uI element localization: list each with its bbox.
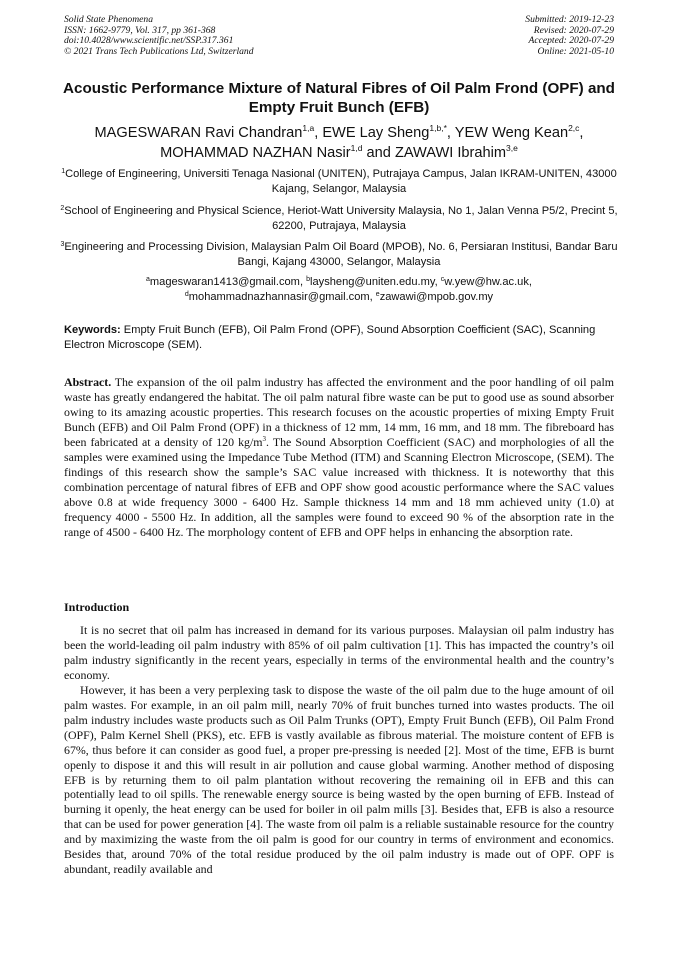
keywords-text: Empty Fruit Bunch (EFB), Oil Palm Frond (OPF), Sound Absorption Coefficient (SAC), Scanning Electron Microscope (SEM). (64, 324, 596, 351)
author-name: EWE Lay Sheng (322, 125, 430, 141)
journal-doi: doi:10.4028/www.scientific.net/SSP.317.361 (64, 35, 234, 47)
author-affiliation-mark: 1,d (350, 143, 363, 153)
abstract-label: Abstract. (64, 375, 112, 389)
author-name: YEW Weng Kean (454, 125, 569, 141)
email-link[interactable]: mohammadnazhannasir@gmail.com (188, 291, 370, 303)
author-affiliation-mark: 1,b,* (429, 123, 447, 133)
journal-issn: ISSN: 1662-9779, Vol. 317, pp 361-368 (64, 24, 216, 36)
paragraph: It is no secret that oil palm has increased in demand for its various purposes. Malaysian oil palm industry has been the world-leading oil palm industry with 85% of oil palm cultivation [1]. This has impacted the country’s oil palm industry significantly in the recent years, especially in terms of the environmental health and the country’s economy. (64, 623, 614, 682)
keywords (64, 323, 614, 353)
author-name: ZAWAWI Ibrahim (394, 145, 507, 161)
affiliation-2: $^2$School of Engineering and Physical Science, Heriot-Watt University Malaysia, No 1, Jalan Venna P5/2, Precint 5, 62200, Putrajaya, Malaysia (60, 205, 618, 232)
journal-info (64, 15, 254, 57)
author-name: MAGESWARAN Ravi Chandran (94, 125, 303, 141)
date-accepted: Accepted: 2020-07-29 (528, 35, 614, 47)
email-link[interactable]: zawawi@mpob.gov.my (379, 291, 494, 303)
journal-name: Solid State Phenomena (64, 14, 153, 25)
email-link[interactable]: laysheng@uniten.edu.my (310, 276, 435, 288)
keywords-label: Keywords: (64, 324, 121, 336)
affiliation-1: $^1$College of Engineering, Universiti Tenaga Nasional (UNITEN), Putrajaya Campus, Jalan IKRAM-UNITEN, 43000 Kajang, Selangor, Malaysia (61, 168, 617, 195)
author-emails: $^a$mageswaran1413@gmail.com, $^b$laysheng@uniten.edu.my, $^c$w.yew@hw.ac.uk, $^d$mohammadnazhannasir@gmail.com, $^e$zawawi@mpob.gov.my (146, 276, 532, 303)
date-online: Online: 2021-05-10 (537, 45, 614, 57)
journal-copyright: © 2021 Trans Tech Publications Ltd, Switzerland (64, 45, 254, 57)
abstract: Abstract. The expansion of the oil palm industry has affected the environment and the poor handling of oil palm waste has greatly endangered the habitat. The oil palm natural fibre waste can be put to good use as sound absorber owing to its amazing acoustic properties. This research focuses on the acoustic properties of mixing Empty Fruit Bunch (EFB) and Oil Palm Frond (OPF) in a thickness of 12 mm, 14 mm, 16 mm, and 18 mm. The fibreboard has been fabricated at a density of 120 $kg/m^3$. The Sound Absorption Coefficient (SAC) and morphologies of all the samples were examined using the Impedance Tube Method (ITM) and Scanning Electron Microscope, (SEM). The findings of this research show the sample’s SAC value increased with thickness. It is noteworthy that this combination percentage of natural fibres of EFB and OPF show good acoustic performance where the SAC values above 0.8 at wide frequency 3000 - 6400 Hz. Sample thickness 14 mm and 18 mm achieved unity (1.0) at frequency 4000 - 5500 Hz. In addition, all the samples were found to exceed 90 % of the absorption rate in the range of 4500 - 6400 Hz. The morphology content of EFB and OPF helps in enhancing the absorption rate. (64, 375, 614, 539)
author-name: MOHAMMAD NAZHAN Nasir (160, 145, 351, 161)
submission-dates (525, 15, 614, 57)
affiliation-3: $^3$Engineering and Processing Division, Malaysian Palm Oil Board (MPOB), No. 6, Persiaran Institusi, Bandar Baru Bangi, Kajang 43000, Selangor, Malaysia (60, 241, 618, 268)
paragraph: However, it has been a very perplexing task to dispose the waste of the oil palm due to the huge amount of oil palm wastes. For example, in an oil palm mill, nearly 70% of fruit bunches turned into wastes products. The oil palm industry includes waste products such as Oil Palm Trunks (OPT), Empty Fruit Bunch (EFB), Oil Palm Frond (OPF), Palm Kernel Shell (PKS), etc. EFB is vastly available as fibrous material. The moisture content of EFB is 67%, thus before it can consider as good fuel, a proper pre-pressing is needed [2]. Most of the time, EFB is burnt openly to dispose it and this will result in air pollution and cause global warming. Another method of disposing EFB is by returning them to oil palm plantation without recovering the remaining oil in EFB and this can potentially lead to oil spills. The renewable energy source is being wasted by the open burning of EFB. Instead of burning it openly, the heat energy can be used for boiler in oil palm mills [3]. Besides that, EFB is also a resource that can be used for power generation [4]. The waste from oil palm is a reliable sustainable resource for the country and by maximizing the waste from the oil palm is good for our country in terms of environment and economics. Besides that, around 70% of the total residue produced by the oil palm industry is made out of OPF. OPF is abundant, readily available and (64, 682, 614, 877)
date-revised: Revised: 2020-07-29 (533, 24, 614, 36)
paper-title: Acoustic Performance Mixture of Natural Fibres of Oil Palm Frond (OPF) and Empty Fruit Bunch (EFB) (63, 80, 615, 116)
date-submitted: Submitted: 2019-12-23 (525, 14, 614, 25)
section-heading-introduction: Introduction (64, 600, 130, 614)
author-affiliation-mark: 1,a (302, 123, 315, 133)
email-link[interactable]: mageswaran1413@gmail.com (149, 276, 300, 288)
introduction-body (64, 623, 614, 877)
author-list: MAGESWARAN Ravi Chandran$^{1,a}$, EWE Lay Sheng$^{1,b,*}$, YEW Weng Kean$^{2,c}$, MOHAMMAD NAZHAN Nasir$^{1,d}$ and ZAWAWI Ibrahim$^{3,e}$ (94, 123, 584, 161)
author-affiliation-mark: 2,c (568, 123, 580, 133)
author-affiliation-mark: 3,e (506, 143, 518, 153)
email-link[interactable]: w.yew@hw.ac.uk (444, 276, 529, 288)
